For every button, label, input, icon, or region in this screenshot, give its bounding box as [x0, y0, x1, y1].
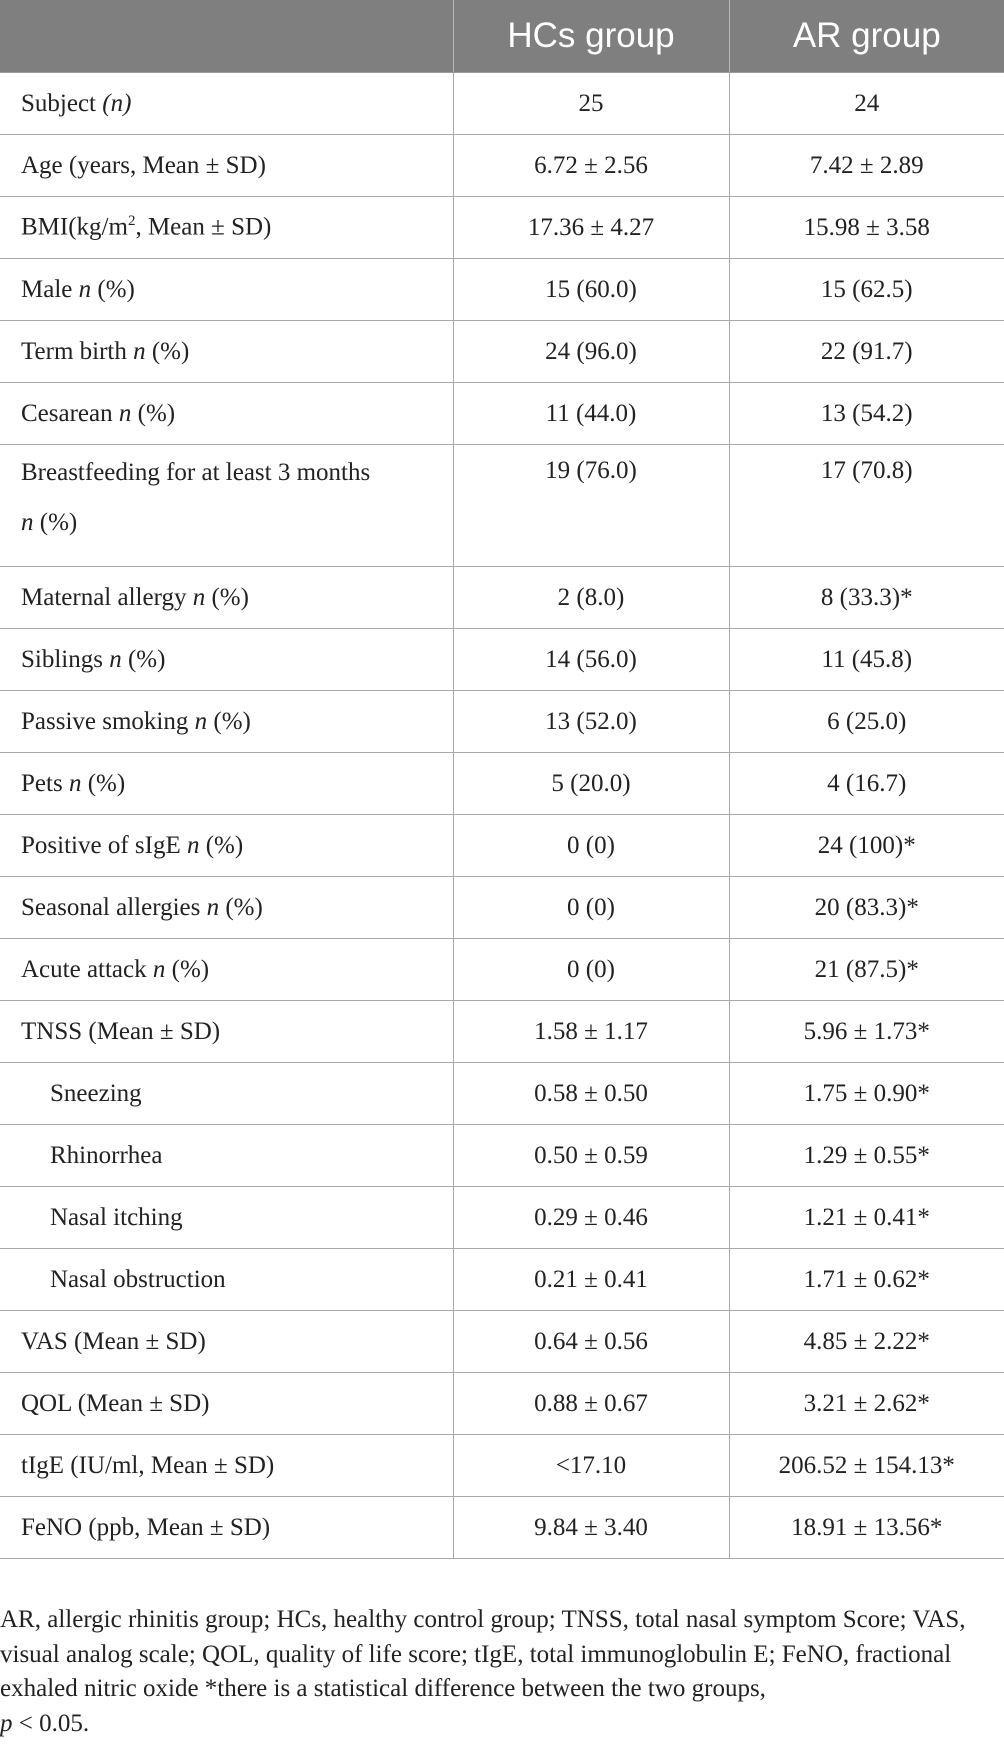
row-label: Siblings n (%): [0, 629, 453, 691]
table-footnote: [0, 1603, 990, 1741]
table-row: [0, 877, 1004, 939]
hcs-value: 5 (20.0): [453, 753, 729, 815]
table-row: [0, 1249, 1004, 1311]
table-row: [0, 1497, 1004, 1559]
hcs-value: 0.21 ± 0.41: [453, 1249, 729, 1311]
hcs-value: 0.64 ± 0.56: [453, 1311, 729, 1373]
footnote-text: AR, allergic rhinitis group; HCs, healthy control group; TNSS, total nasal symptom Score; VAS, visual analog scale; QOL, quality of life score; tIgE, total immunoglobulin E; FeNO, fractional exhaled nitric oxide *there is a statistical difference between the two groups,: [0, 1606, 966, 1702]
hcs-value: 0.88 ± 0.67: [453, 1373, 729, 1435]
table-row: [0, 939, 1004, 1001]
table-row: [0, 629, 1004, 691]
hcs-value: 0 (0): [453, 815, 729, 877]
table-row: [0, 259, 1004, 321]
table-row: [0, 1063, 1004, 1125]
ar-value: 24 (100)*: [729, 815, 1004, 877]
row-label: Maternal allergy n (%): [0, 567, 453, 629]
table-row: [0, 1435, 1004, 1497]
ar-value: 13 (54.2): [729, 383, 1004, 445]
ar-value: 24: [729, 73, 1004, 135]
table-row: [0, 1373, 1004, 1435]
hcs-value: 24 (96.0): [453, 321, 729, 383]
hcs-value: 13 (52.0): [453, 691, 729, 753]
hcs-value: 0 (0): [453, 877, 729, 939]
row-label: Subject (n): [0, 73, 453, 135]
row-label: Seasonal allergies n (%): [0, 877, 453, 939]
row-label: VAS (Mean ± SD): [0, 1311, 453, 1373]
ar-value: 6 (25.0): [729, 691, 1004, 753]
row-label: Nasal itching: [0, 1187, 453, 1249]
hcs-value: 17.36 ± 4.27: [453, 197, 729, 259]
ar-value: 1.71 ± 0.62*: [729, 1249, 1004, 1311]
ar-value: 7.42 ± 2.89: [729, 135, 1004, 197]
row-label: Positive of sIgE n (%): [0, 815, 453, 877]
row-label: Age (years, Mean ± SD): [0, 135, 453, 197]
hcs-value: 14 (56.0): [453, 629, 729, 691]
table-row: [0, 383, 1004, 445]
table-row: [0, 1187, 1004, 1249]
ar-value: 1.21 ± 0.41*: [729, 1187, 1004, 1249]
ar-value: 1.29 ± 0.55*: [729, 1125, 1004, 1187]
row-label: Nasal obstruction: [0, 1249, 453, 1311]
row-label: FeNO (ppb, Mean ± SD): [0, 1497, 453, 1559]
ar-value: 15 (62.5): [729, 259, 1004, 321]
row-label: Breastfeeding for at least 3 months n (%): [0, 445, 453, 567]
ar-value: 206.52 ± 154.13*: [729, 1435, 1004, 1497]
table-row: [0, 197, 1004, 259]
table-row: [0, 1001, 1004, 1063]
row-label: Rhinorrhea: [0, 1125, 453, 1187]
ar-value: 18.91 ± 13.56*: [729, 1497, 1004, 1559]
header-label-column: [0, 0, 453, 73]
row-label: $BMI(kg/m^2$, Mean ± SD): [0, 197, 453, 259]
hcs-value: 0 (0): [453, 939, 729, 1001]
hcs-value: 1.58 ± 1.17: [453, 1001, 729, 1063]
row-label: QOL (Mean ± SD): [0, 1373, 453, 1435]
table-row: [0, 321, 1004, 383]
ar-value: 15.98 ± 3.58: [729, 197, 1004, 259]
row-label: Pets n (%): [0, 753, 453, 815]
hcs-value: 0.58 ± 0.50: [453, 1063, 729, 1125]
hcs-value: 2 (8.0): [453, 567, 729, 629]
hcs-value: 25: [453, 73, 729, 135]
hcs-value: 11 (44.0): [453, 383, 729, 445]
ar-value: 17 (70.8): [729, 445, 1004, 567]
table-row: [0, 135, 1004, 197]
hcs-value: 15 (60.0): [453, 259, 729, 321]
table-row: [0, 1311, 1004, 1373]
table-row: [0, 1125, 1004, 1187]
footnote-p-label: p: [0, 1709, 13, 1737]
ar-value: 8 (33.3)*: [729, 567, 1004, 629]
ar-value: 1.75 ± 0.90*: [729, 1063, 1004, 1125]
row-label: Term birth n (%): [0, 321, 453, 383]
hcs-value: 6.72 ± 2.56: [453, 135, 729, 197]
header-ar-group: AR group: [729, 0, 1004, 73]
row-label: tIgE (IU/ml, Mean ± SD): [0, 1435, 453, 1497]
hcs-value: <17.10: [453, 1435, 729, 1497]
hcs-value: 0.50 ± 0.59: [453, 1125, 729, 1187]
table-row: [0, 445, 1004, 567]
header-row: [0, 0, 1004, 73]
row-label: Sneezing: [0, 1063, 453, 1125]
ar-value: 4 (16.7): [729, 753, 1004, 815]
row-label: Acute attack n (%): [0, 939, 453, 1001]
hcs-value: 9.84 ± 3.40: [453, 1497, 729, 1559]
ar-value: 4.85 ± 2.22*: [729, 1311, 1004, 1373]
row-label: Passive smoking n (%): [0, 691, 453, 753]
table-row: [0, 73, 1004, 135]
ar-value: 11 (45.8): [729, 629, 1004, 691]
row-label: TNSS (Mean ± SD): [0, 1001, 453, 1063]
ar-value: 5.96 ± 1.73*: [729, 1001, 1004, 1063]
table-row: [0, 567, 1004, 629]
ar-value: 3.21 ± 2.62*: [729, 1373, 1004, 1435]
table-row: [0, 691, 1004, 753]
hcs-value: 0.29 ± 0.46: [453, 1187, 729, 1249]
footnote-p-value: < 0.05.: [18, 1709, 90, 1737]
hcs-value: 19 (76.0): [453, 445, 729, 567]
ar-value: 21 (87.5)*: [729, 939, 1004, 1001]
row-label: Male n (%): [0, 259, 453, 321]
table-row: [0, 815, 1004, 877]
ar-value: 20 (83.3)*: [729, 877, 1004, 939]
table-row: [0, 753, 1004, 815]
row-label: Cesarean n (%): [0, 383, 453, 445]
header-hcs-group: HCs group: [453, 0, 729, 73]
ar-value: 22 (91.7): [729, 321, 1004, 383]
